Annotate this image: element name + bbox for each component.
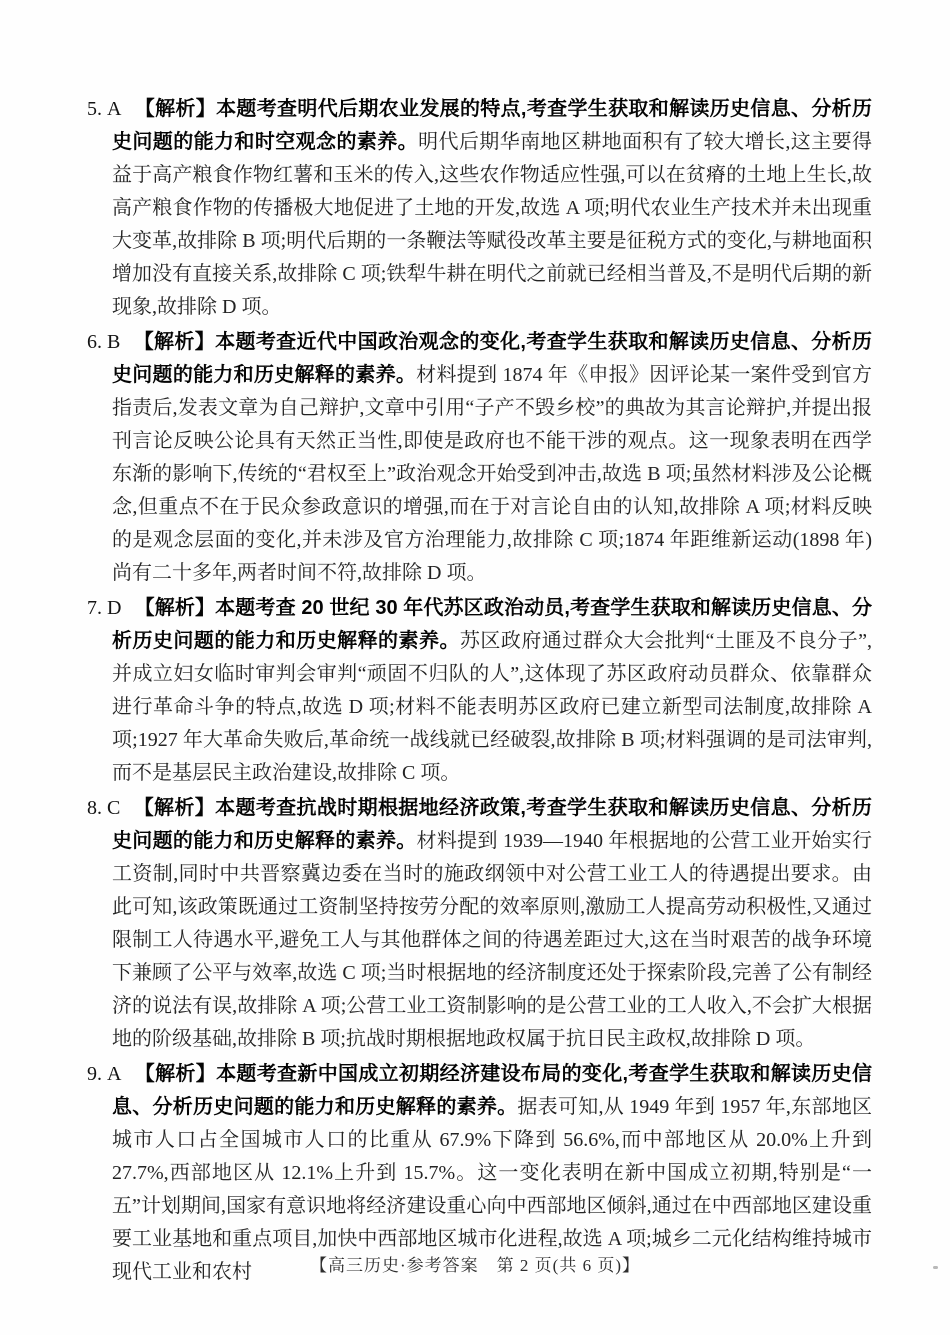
- analysis-body: 材料提到 1874 年《申报》因评论某一案件受到官方指责后,发表文章为自己辩护,文章中引用“子产不毁乡校”的典故为其言论辩护,并提出报刊言论反映公论具有天然正当性,即使是政府也不能干涉的观点。这一现象表明在西学东渐的影响下,传统的“君权至上”政治观念开始受到冲击,故选 B 项;虽然材料涉及公论概念,但重点不在于民众参政意识的增强,而在于对言论自由的认知,故排除 A 项;材料反映的是观念层面的变化,并未涉及官方治理能力,故排除 C 项;1874 年距维新运动(1898 年)尚有二十多年,两者时间不符,故排除 D 项。: [112, 364, 873, 584]
- answer-letter: D: [107, 597, 122, 619]
- question-number: 9.: [87, 1063, 102, 1085]
- answers-content: [87, 93, 872, 1291]
- answer-letter: A: [107, 1063, 122, 1085]
- answer-item-8: [87, 792, 872, 1056]
- analysis-body: 材料提到 1939—1940 年根据地的公营工业开始实行工资制,同时中共晋察冀边委在当时的施政纲领中对公营工业工人的待遇提出要求。由此可知,该政策既通过工资制坚持按劳分配的效率原则,激励工人提高劳动积极性,又通过限制工人待遇水平,避免工人与其他群体之间的待遇差距过大,这在当时艰苦的战争环境下兼顾了公平与效率,故选 C 项;当时根据地的经济制度还处于探索阶段,完善了公有制经济的说法有误,故排除 A 项;公营工业工资制影响的是公营工业的工人收入,不会扩大根据地的阶级基础,故排除 B 项;抗战时期根据地政权属于抗日民主政权,故排除 D 项。: [112, 830, 873, 1050]
- page-footer: 【高三历史·参考答案 第 2 页(共 6 页)】: [310, 1256, 640, 1275]
- analysis-label: 【解析】: [133, 331, 216, 353]
- analysis-lead: 本题考查新中国成立初期经济建设布局的变化,考查学生获取和解读历史信息、分析历史问题的能力和历史解释的素养。: [112, 1063, 872, 1118]
- analysis-lead: 本题考查 20 世纪 30 年代苏区政治动员,考查学生获取和解读历史信息、分析历史问题的能力和历史解释的素养。: [112, 597, 873, 652]
- analysis-lead: 本题考查抗战时期根据地经济政策,考查学生获取和解读历史信息、分析历史问题的能力和历史解释的素养。: [112, 797, 873, 852]
- answer-letter: B: [107, 331, 121, 353]
- analysis-label: 【解析】: [134, 1063, 217, 1085]
- analysis-label: 【解析】: [134, 98, 217, 120]
- analysis-body: 明代后期华南地区耕地面积有了较大增长,这主要得益于高产粮食作物红薯和玉米的传入,这些农作物适应性强,可以在贫瘠的土地上生长,故高产粮食作物的传播极大地促进了土地的开发,故选 A 项;明代农业生产技术并未出现重大变革,故排除 B 项;明代后期的一条鞭法等赋役改革主要是征税方式的变化,与耕地面积增加没有直接关系,故排除 C 项;铁犁牛耕在明代之前就已经相当普及,不是明代后期的新现象,故排除 D 项。: [112, 131, 873, 318]
- analysis-label: 【解析】: [133, 797, 216, 819]
- answer-item-6: [87, 326, 872, 590]
- answer-letter: C: [107, 797, 121, 819]
- analysis-body: 据表可知,从 1949 年到 1957 年,东部地区城市人口占全国城市人口的比重从 67.9%下降到 56.6%,而中部地区从 20.0%上升到 27.7%,西部地区从 12.1%上升到 15.7%。这一变化表明在新中国成立初期,特别是“一五”计划期间,国家有意识地将经济建设重心向中西部地区倾斜,通过在中西部地区建设重要工业基地和重点项目,加快中西部地区城市化进程,故选 A 项;城乡二元化结构维持城市现代工业和农村: [112, 1096, 873, 1283]
- analysis-lead: 本题考查近代中国政治观念的变化,考查学生获取和解读历史信息、分析历史问题的能力和历史解释的素养。: [112, 331, 873, 386]
- analysis-body: 苏区政府通过群众大会批判“土匪及不良分子”,并成立妇女临时审判会审判“顽固不归队的人”,这体现了苏区政府动员群众、依靠群众进行革命斗争的特点,故选 D 项;材料不能表明苏区政府已建立新型司法制度,故排除 A 项;1927 年大革命失败后,革命统一战线就已经破裂,故排除 B 项;材料强调的是司法审判,而不是基层民主政治建设,故排除 C 项。: [112, 630, 872, 784]
- question-number: 5.: [87, 98, 102, 120]
- analysis-label: 【解析】: [134, 597, 216, 619]
- answer-item-5: [87, 93, 872, 324]
- question-number: 6.: [87, 331, 102, 353]
- answer-item-7: [87, 592, 872, 790]
- analysis-lead: 本题考查明代后期农业发展的特点,考查学生获取和解读历史信息、分析历史问题的能力和时空观念的素养。: [112, 98, 872, 153]
- answer-letter: A: [107, 98, 122, 120]
- scan-artifact: [933, 1266, 938, 1269]
- question-number: 7.: [87, 597, 102, 619]
- question-number: 8.: [87, 797, 102, 819]
